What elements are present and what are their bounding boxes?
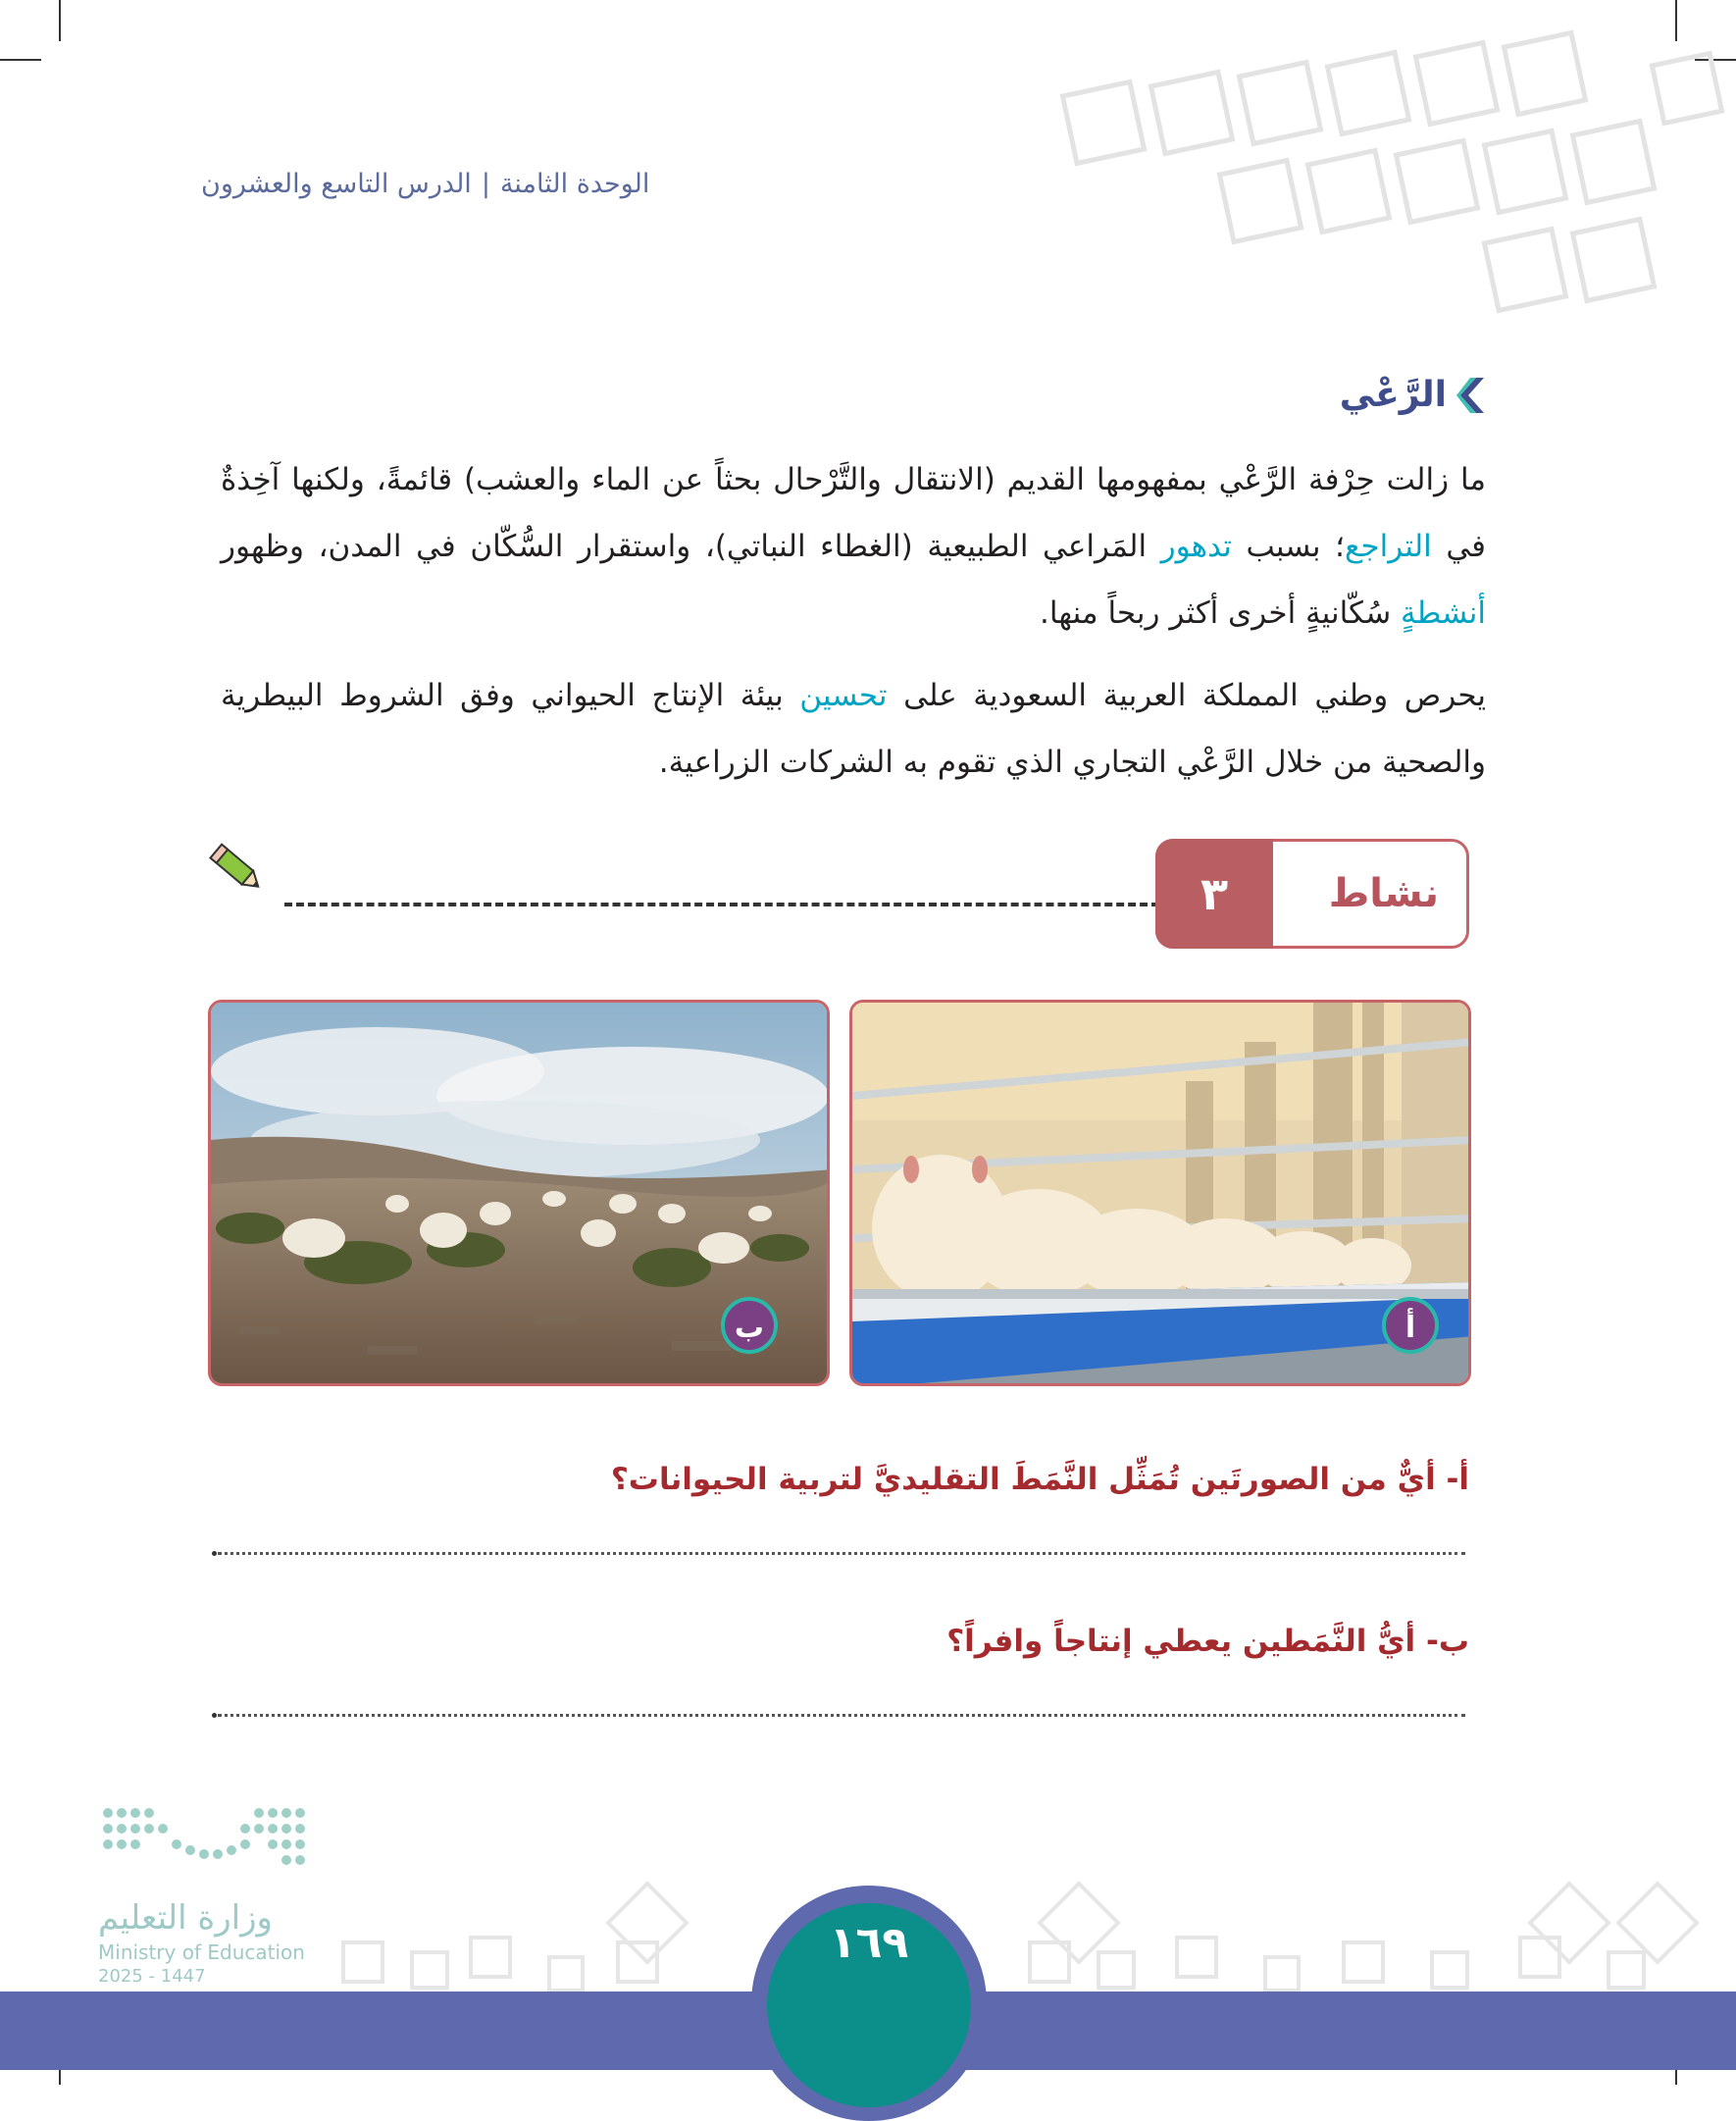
activity-number: ٣ xyxy=(1155,839,1273,949)
photo-traditional-grazing xyxy=(208,1000,830,1386)
answer-line-1[interactable] xyxy=(218,1552,1465,1555)
paragraph-text: المَراعي الطبيعية (الغطاء النباتي)، واستقرار السُّكّان في المدن، وظهور xyxy=(221,529,1161,564)
photo-barn-image xyxy=(852,1003,1471,1386)
pencil-icon xyxy=(204,836,269,901)
ministry-logo-dots xyxy=(98,1803,314,1882)
activity-header xyxy=(1155,839,1469,949)
unit-title: الوحدة الثامنة xyxy=(499,169,650,199)
paragraph-text: بيئة الإنتاج الحيواني وفق الشروط البيطرية والصحية من خلال الرَّعْي التجاري الذي تقوم به الشركات الزراعية. xyxy=(221,678,1486,780)
photo-b-badge: ب xyxy=(721,1297,778,1354)
ministry-name-english: Ministry of Education xyxy=(98,1940,305,1964)
ministry-name-arabic: وزارة التعليم xyxy=(98,1898,273,1938)
crop-mark xyxy=(59,0,61,41)
paragraph-grazing-decline xyxy=(221,446,1486,647)
crop-mark xyxy=(0,59,41,61)
header-separator: | xyxy=(481,169,490,199)
paragraph-text: ما زالت حِرْفة الرَّعْي بمفهومها القديم (الانتقال والتَّرْحال بحثاً عن الماء والعشب) قائمةً، ولكنها آخِذةٌ في xyxy=(221,462,1487,564)
section-title: الرَّعْي xyxy=(1339,375,1447,415)
page-number: ١٦٩ xyxy=(829,1918,909,1968)
decorative-pattern xyxy=(1030,20,1736,334)
question-2: ب- أيُّ النَّمَطين يعطي إنتاجاً وافراً؟ xyxy=(946,1624,1469,1659)
photo-modern-barn xyxy=(849,1000,1471,1386)
question-1: أ- أيٌّ من الصورتَين تُمَثِّل النَّمَطَ التقليديَّ لتربية الحيوانات؟ xyxy=(610,1462,1469,1497)
running-header xyxy=(201,169,731,199)
ministry-year: 2025 - 1447 xyxy=(98,1966,206,1987)
activity-dashed-line xyxy=(284,903,1159,906)
highlight-term: تدهور xyxy=(1160,529,1232,564)
lesson-title: الدرس التاسع والعشرون xyxy=(201,169,472,199)
section-heading xyxy=(1340,375,1486,415)
chevron-left-icon xyxy=(1456,376,1486,415)
highlight-term: تحسين xyxy=(799,678,888,713)
paragraph-commercial-grazing xyxy=(221,662,1486,796)
paragraph-text: ؛ بسبب xyxy=(1231,529,1345,564)
photo-a-badge: أ xyxy=(1382,1297,1439,1354)
paragraph-text: سُكّانيةٍ أخرى أكثر ربحاً منها. xyxy=(1040,595,1402,631)
activity-label: نشاط xyxy=(1328,871,1439,916)
answer-line-2[interactable] xyxy=(218,1714,1465,1717)
highlight-term: التراجع xyxy=(1344,529,1432,564)
highlight-term: أنشطةٍ xyxy=(1401,595,1486,631)
paragraph-text: يحرص وطني المملكة العربية السعودية على xyxy=(887,678,1486,713)
